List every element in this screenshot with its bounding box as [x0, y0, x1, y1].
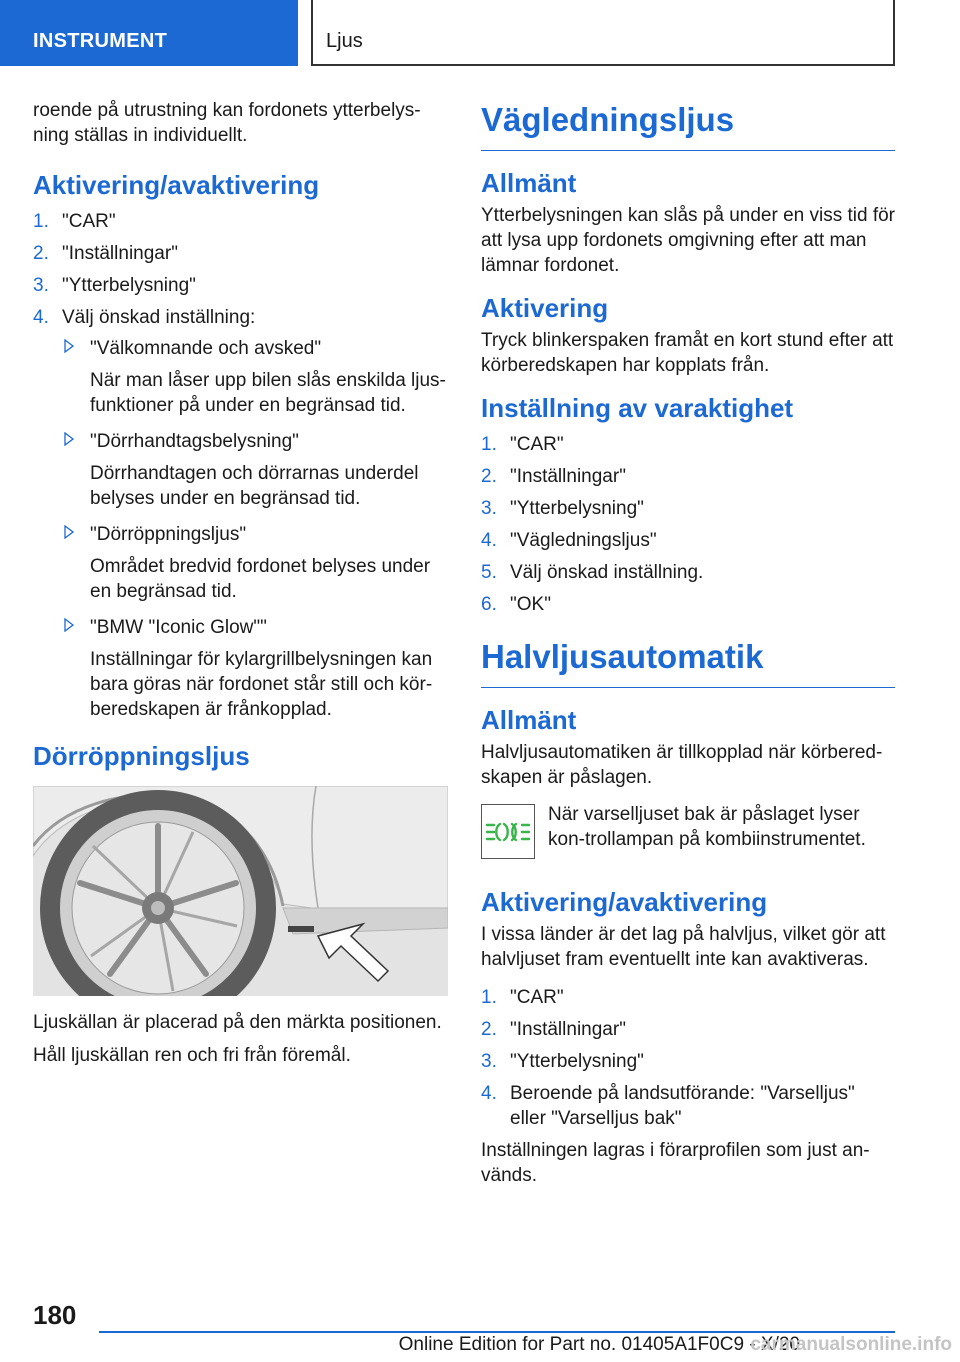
heading-activation: Aktivering/avaktivering [33, 170, 320, 200]
page-number: 180 [33, 1300, 77, 1330]
activate-text: Tryck blinkerspaken framåt en kort stund efter att körberedskapen har kopplats från. [481, 330, 894, 376]
heading-general-2: Allmänt [481, 705, 577, 735]
activation-2-text: I vissa länder är det lag på halvljus, vilket gör att halvljuset fram eventuellt inte kan avaktiveras. [481, 924, 886, 970]
step-item: 4. "Vägledningsljus" [481, 530, 657, 551]
saved-text: Inställningen lagras i förarprofilen som just an-vänds. [481, 1140, 870, 1186]
step-item: 6. "OK" [481, 594, 551, 615]
step-item: 2. "Inställningar" [481, 1019, 626, 1040]
triangle-bullet-icon [64, 618, 74, 632]
intro-text: roende på utrustning kan fordonets ytterbelys-ning ställas in individuellt. [33, 100, 421, 146]
step-item: 3. "Ytterbelysning" [481, 498, 644, 519]
chapter-header [311, 0, 895, 66]
triangle-bullet-icon [64, 339, 74, 353]
step-item: 4. Beroende på landsutförande: "Varselljus" eller "Varselljus bak" [481, 1083, 855, 1129]
sub-option: "Välkomnande och avsked" När man låser upp bilen slås enskilda ljus-funktioner på under en begränsad tid. [62, 336, 448, 418]
heading-guide-light: Vägledningsljus [481, 98, 895, 151]
sub-option: "Dörrhandtagsbelysning" Dörrhandtagen och dörrarnas underdel belyses under en begränsad tid. [62, 429, 448, 511]
heading-general: Allmänt [481, 168, 577, 198]
activation-2-steps [481, 985, 895, 1131]
heading-duration: Inställning av varaktighet [481, 393, 794, 423]
sub-option: "BMW "Iconic Glow"" Inställningar för kylargrillbelysningen kan bara göras när fordonet står still och kör-beredskapen är frånkopplad. [62, 615, 448, 722]
general-text: Ytterbelysningen kan slås på under en viss tid för att lysa upp fordonets omgivning efter att man lämnar fordonet. [481, 205, 896, 276]
triangle-bullet-icon [64, 432, 74, 446]
step-item: 5. Välj önskad inställning. [481, 562, 704, 583]
general-2-text: Halvljusautomatiken är tillkopplad när körbered-skapen är påslagen. [481, 742, 883, 788]
step-item: 2. "Inställningar" [481, 466, 626, 487]
step-item: 3. "Ytterbelysning" [481, 1051, 644, 1072]
sub-options [62, 336, 448, 722]
activation-steps [33, 209, 448, 722]
door-light-clean: Håll ljuskällan ren och fri från föremål. [33, 1045, 351, 1066]
step-item: 3. "Ytterbelysning" [33, 275, 196, 296]
indicator-box [481, 804, 535, 859]
indicator-text: När varselljuset bak är påslaget lyser kon-trollampan på kombiinstrumentet. [548, 804, 866, 850]
heading-door-light: Dörröppningsljus [33, 741, 250, 771]
left-column [33, 98, 448, 1068]
step-item: 1. "CAR" [33, 211, 116, 232]
step-item: 4. Välj önskad inställning: "Välkomnande och avsked" När man låser upp bilen slås enskilda ljus-funktioner på under en begränsad tid. "Dörrhandtagsbelysning" Dörrhandtagen och dörrarnas underdel belyses under en begränsad tid. "Dörröppningsljus" Området bredvid fordonet belyses under en begränsad tid. "BMW "Iconic Glow"" Inställningar för kylargrillbelysningen kan bara göras när fordonet står still och kör-beredskapen är frånkopplad. [33, 305, 448, 722]
section-tab [0, 0, 298, 66]
heading-activate: Aktivering [481, 293, 609, 323]
heading-activation-2: Aktivering/avaktivering [481, 887, 768, 917]
triangle-bullet-icon [64, 525, 74, 539]
daytime-running-lights-icon [482, 805, 534, 858]
door-light-photo [33, 786, 448, 996]
edition-text: Online Edition for Part no. 01405A1F0C9 - X/20 [398, 1334, 800, 1355]
door-light-position: Ljuskällan är placerad på den märkta positionen. [33, 1012, 442, 1033]
footer-rule [99, 1331, 895, 1333]
step-item: 1. "CAR" [481, 434, 564, 455]
watermark-text: carmanualsonline.info [750, 1334, 952, 1355]
chapter-label: Ljus [326, 30, 363, 52]
indicator-note [481, 802, 895, 872]
step-item: 2. "Inställningar" [33, 243, 178, 264]
duration-steps [481, 432, 895, 617]
sub-option: "Dörröppningsljus" Området bredvid fordonet belyses under en begränsad tid. [62, 522, 448, 604]
section-label: INSTRUMENT [33, 30, 168, 52]
step-item: 1. "CAR" [481, 987, 564, 1008]
right-column [481, 98, 895, 1188]
heading-auto-low-beam: Halvljusautomatik [481, 635, 895, 688]
